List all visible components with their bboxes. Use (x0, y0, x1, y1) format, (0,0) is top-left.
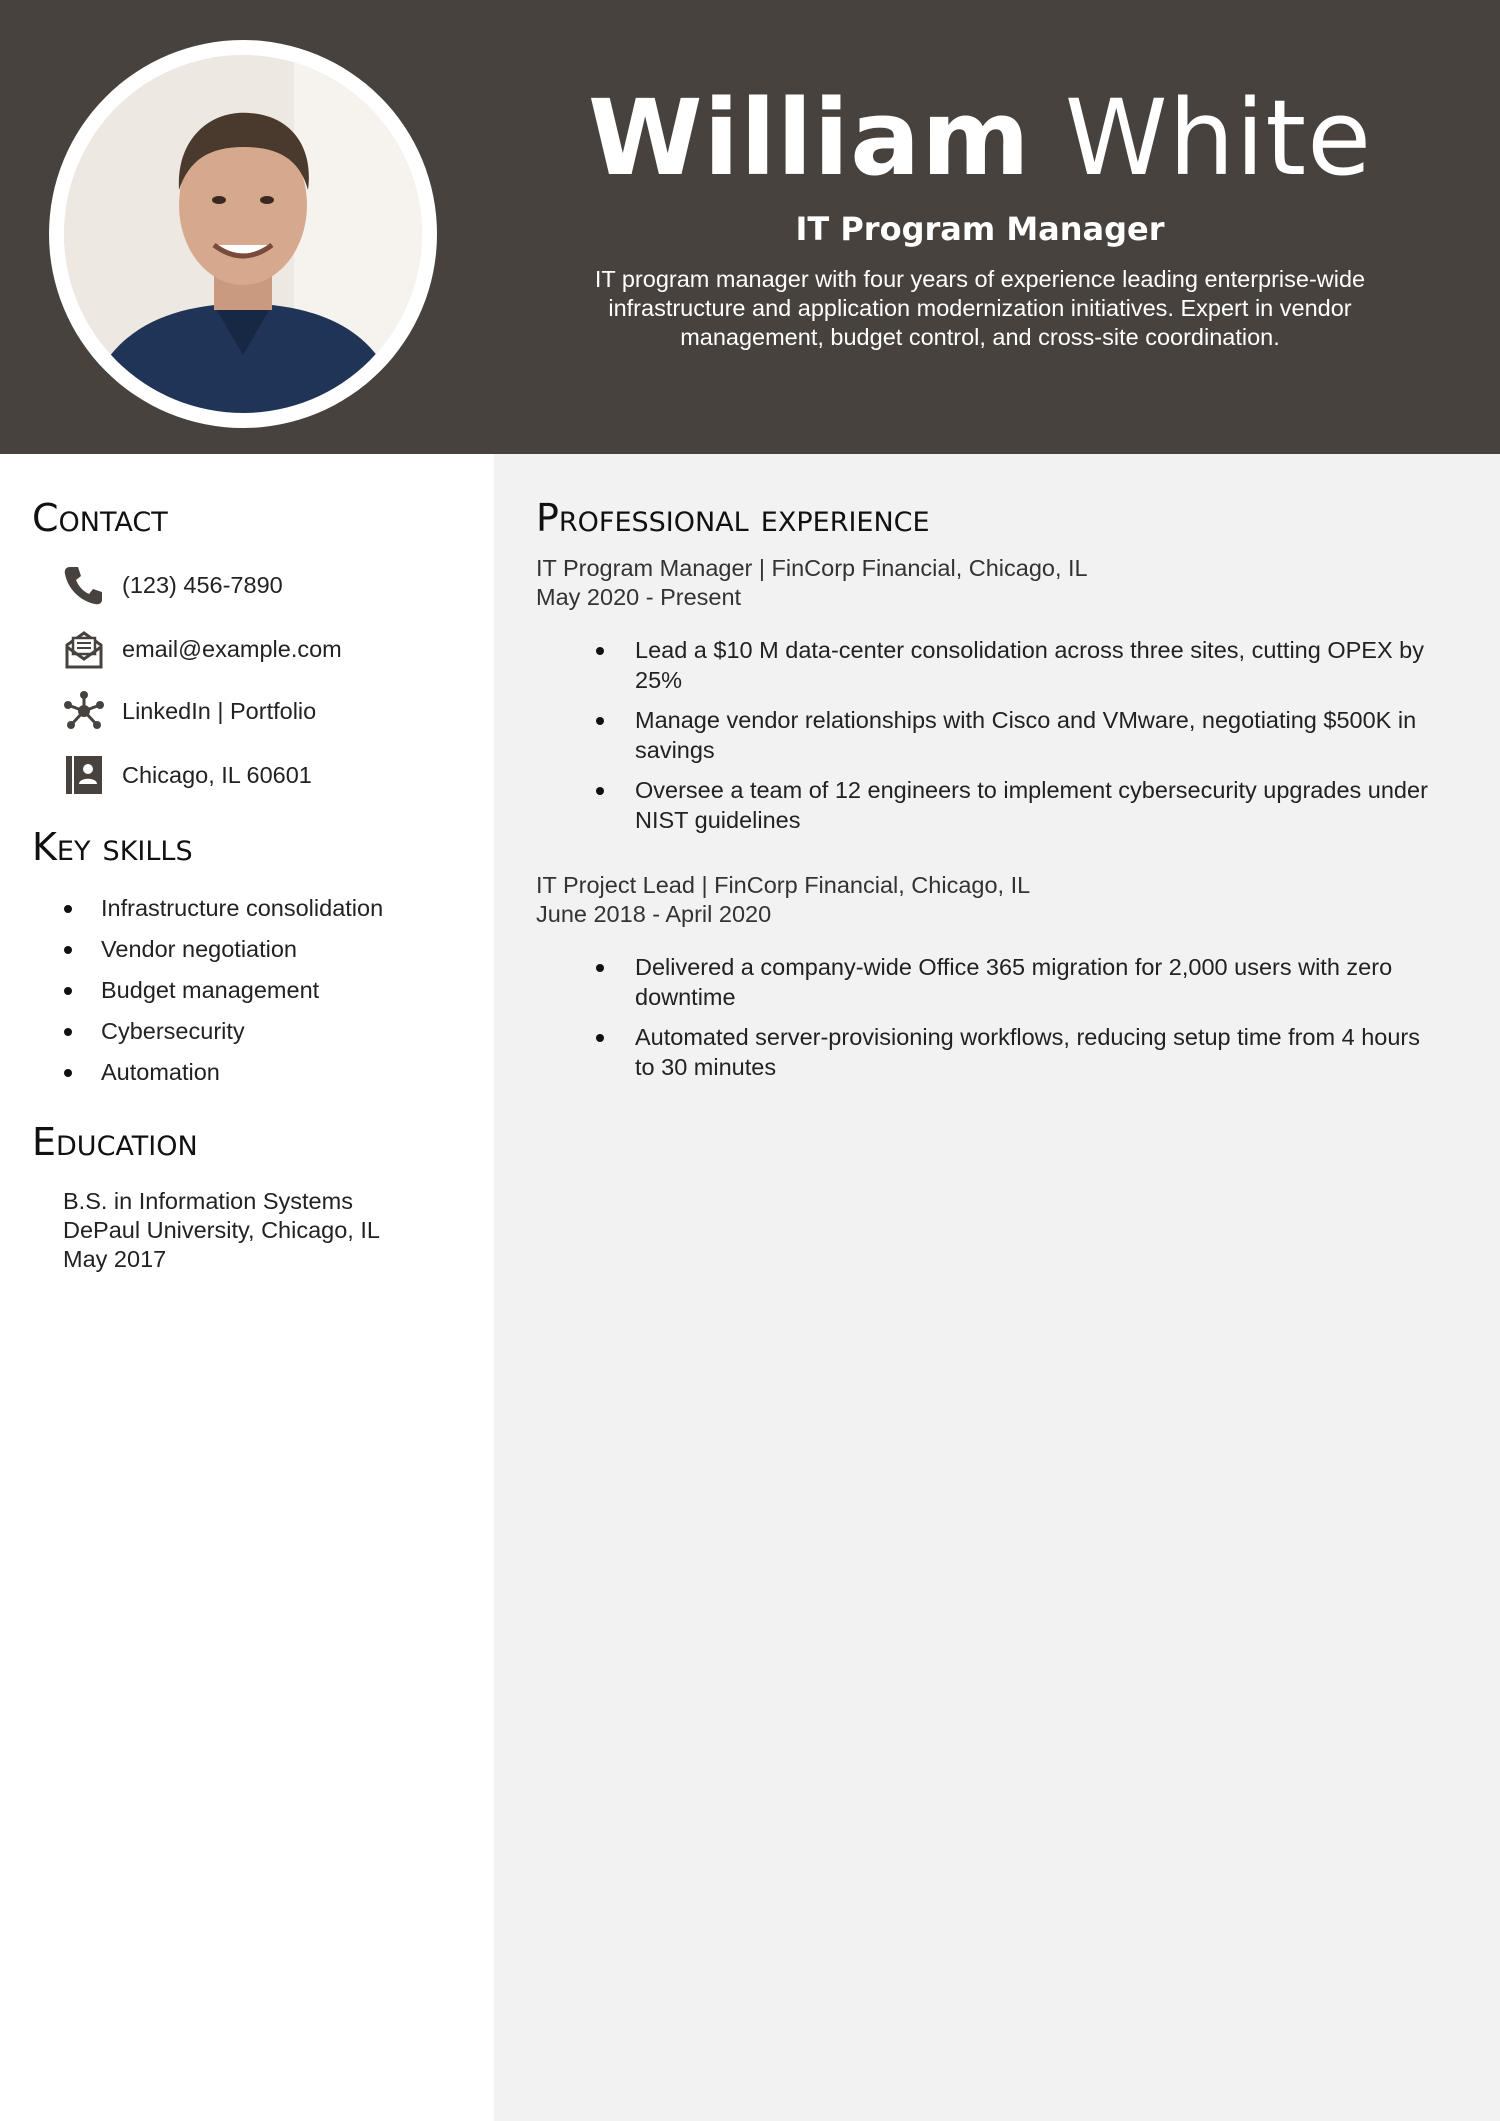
skill-item (32, 888, 383, 929)
achievement-text: Oversee a team of 12 engineers to implement cybersecurity upgrades under NIST guidelines (635, 777, 1428, 833)
skill-item (32, 1011, 383, 1052)
bullet-dot (596, 1034, 604, 1042)
degree: B.S. in Information Systems (63, 1188, 353, 1214)
skill-text: Infrastructure consolidation (101, 895, 384, 921)
bullet-dot (596, 787, 604, 795)
skills-heading: Key skills (32, 825, 193, 869)
job-role: IT Program Manager | FinCorp Financial, Chicago, IL (536, 555, 1088, 581)
achievement-text: Manage vendor relationships with Cisco and VMware, negotiating $500K in savings (635, 707, 1417, 763)
achievement-text: Automated server-provisioning workflows, reducing setup time from 4 hours to 30 minutes (635, 1024, 1420, 1080)
achievement-item (536, 1022, 1436, 1082)
header-banner (0, 0, 1500, 454)
linkedin-portfolio-links[interactable]: LinkedIn | Portfolio (122, 697, 317, 724)
experience-heading: Professional experience (536, 496, 930, 540)
envelope-icon (60, 625, 108, 673)
skills-list (32, 888, 383, 1093)
location: Chicago, IL 60601 (122, 761, 312, 788)
profile-photo (64, 55, 422, 413)
job-1-bullets (536, 635, 1436, 845)
school: DePaul University, Chicago, IL (63, 1217, 380, 1243)
graduation-date: May 2017 (63, 1246, 167, 1272)
job-2-bullets (536, 952, 1436, 1092)
skill-item (32, 1052, 383, 1093)
bullet-dot (596, 647, 604, 655)
job-1-header (536, 554, 1088, 612)
contact-location (60, 750, 312, 800)
network-icon (60, 687, 108, 735)
education-entry (63, 1187, 380, 1274)
skill-text: Vendor negotiation (101, 936, 297, 962)
skill-item (32, 929, 383, 970)
skill-text: Automation (101, 1059, 220, 1085)
candidate-name (500, 78, 1460, 198)
skill-item (32, 970, 383, 1011)
achievement-text: Delivered a company-wide Office 365 migration for 2,000 users with zero downtime (635, 954, 1393, 1010)
contact-email (60, 624, 342, 674)
phone-icon (60, 561, 108, 609)
job-title: IT Program Manager (795, 210, 1165, 248)
bullet-dot (64, 946, 72, 954)
email-address[interactable]: email@example.com (122, 635, 342, 662)
achievement-text: Lead a $10 M data-center consolidation across three sites, cutting OPEX by 25% (635, 637, 1424, 693)
phone-number[interactable]: (123) 456-7890 (122, 571, 283, 598)
first-name: William (587, 77, 1031, 199)
professional-summary: IT program manager with four years of experience leading enterprise-wide infrastructure and application modernization initiatives. Expert in vendor management, budget control, and cross-site coordination. (594, 266, 1366, 350)
job-dates: May 2020 - Present (536, 584, 742, 610)
profile-photo-frame (49, 40, 437, 428)
achievement-item (536, 775, 1436, 835)
job-2-header (536, 871, 1030, 929)
bullet-dot (64, 1069, 72, 1077)
bullet-dot (64, 987, 72, 995)
achievement-item (536, 952, 1436, 1012)
bullet-dot (64, 905, 72, 913)
contact-phone (60, 560, 283, 610)
education-heading: Education (32, 1120, 198, 1164)
skill-text: Budget management (101, 977, 320, 1003)
address-book-icon (60, 751, 108, 799)
bullet-dot (64, 1028, 72, 1036)
bullet-dot (596, 717, 604, 725)
last-name: White (1064, 77, 1373, 199)
job-dates: June 2018 - April 2020 (536, 901, 772, 927)
contact-heading: Contact (32, 496, 168, 540)
job-role: IT Project Lead | FinCorp Financial, Chicago, IL (536, 872, 1031, 898)
contact-links (60, 686, 316, 736)
skill-text: Cybersecurity (101, 1018, 245, 1044)
bullet-dot (596, 964, 604, 972)
achievement-item (536, 635, 1436, 695)
achievement-item (536, 705, 1436, 765)
